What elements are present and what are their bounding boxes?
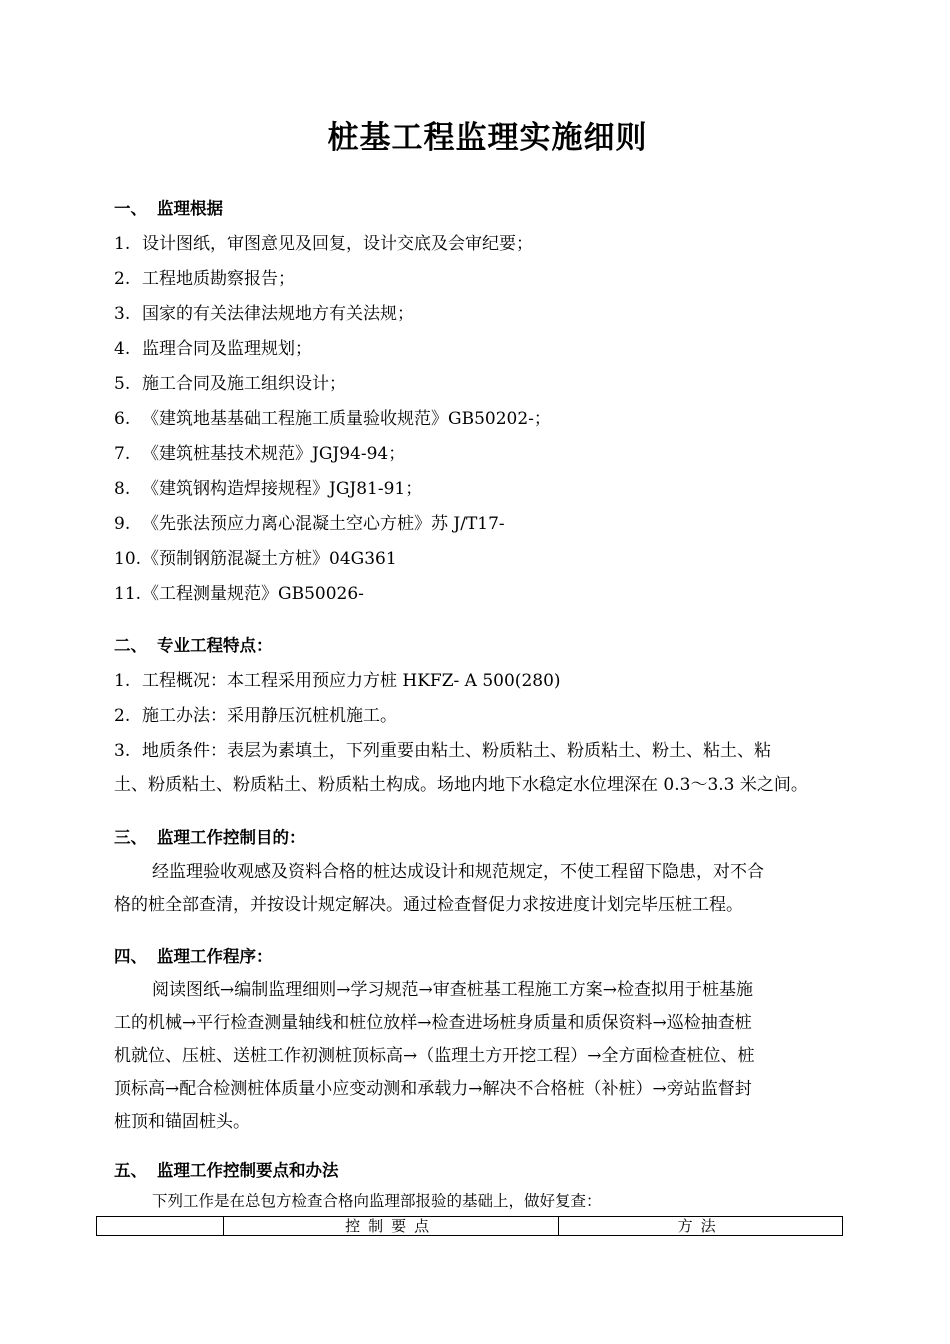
table-header-cell: 方法 [559, 1217, 843, 1236]
section-heading-2 [114, 632, 273, 656]
list-item: 1. 工程概况：本工程采用预应力方桩 HKFZ- A 500(280) [114, 671, 561, 691]
list-item: 3. 国家的有关法律法规地方有关法规； [114, 304, 414, 324]
paragraph-line: 桩顶和锚固桩头。 [114, 1112, 250, 1132]
section-number: 三、 [114, 828, 147, 847]
section-heading-3 [114, 824, 306, 848]
list-item: 9. 《先张法预应力离心混凝土空心方桩》苏 J/T17- [114, 514, 505, 534]
table-header-cell: 控制要点 [223, 1217, 559, 1236]
list-item: 6. 《建筑地基基础工程施工质量验收规范》GB50202-； [114, 409, 551, 429]
section-number: 四、 [114, 947, 147, 966]
list-item: 3. 地质条件：表层为素填土，下列重要由粘土、粉质粘土、粉质粘土、粉土、粘土、粘 [114, 741, 771, 761]
page-title: 桩基工程监理实施细则 [327, 120, 648, 156]
paragraph-line: 工的机械→平行检查测量轴线和桩位放样→检查进场桩身质量和质保资料→巡检抽查桩 [114, 1013, 752, 1033]
table-header-row [97, 1217, 843, 1236]
section-heading-5 [114, 1157, 339, 1181]
list-item: 7. 《建筑桩基技术规范》JGJ94-94； [114, 444, 406, 464]
list-item: 1. 设计图纸，审图意见及回复，设计交底及会审纪要； [114, 234, 533, 254]
list-item: 8. 《建筑钢构造焊接规程》JGJ81-91； [114, 479, 423, 499]
list-item: 4. 监理合同及监理规划； [114, 339, 312, 359]
section-title: 监理工作控制目的： [157, 828, 306, 847]
list-item-continuation: 土、粉质粘土、粉质粘土、粉质粘土构成。场地内地下水稳定水位埋深在 0.3～3.3 米之间。 [114, 775, 808, 795]
list-item: 11.《工程测量规范》GB50026- [114, 584, 364, 604]
section-title: 监理工作控制要点和办法 [157, 1161, 339, 1180]
section-title: 监理工作程序： [157, 947, 273, 966]
paragraph-line: 阅读图纸→编制监理细则→学习规范→审查桩基工程施工方案→检查拟用于桩基施 [152, 980, 753, 1000]
section-heading-1 [114, 195, 223, 219]
list-item: 5. 施工合同及施工组织设计； [114, 374, 346, 394]
paragraph-line: 机就位、压桩、送桩工作初测桩顶标高→（监理土方开挖工程）→全方面检查桩位、桩 [114, 1046, 755, 1066]
paragraph-line: 经监理验收观感及资料合格的桩达成设计和规范规定，不使工程留下隐患，对不合 [152, 862, 764, 882]
section-number: 二、 [114, 636, 147, 655]
section-title: 监理根据 [157, 199, 223, 218]
paragraph-line: 格的桩全部查清，并按设计规定解决。通过检查督促力求按进度计划完毕压桩工程。 [114, 895, 743, 915]
list-item: 2. 施工办法：采用静压沉桩机施工。 [114, 706, 397, 726]
control-table [96, 1216, 843, 1236]
section-title: 专业工程特点： [157, 636, 273, 655]
table-header-cell [97, 1217, 224, 1236]
list-item: 10.《预制钢筋混凝土方桩》04G361 [114, 549, 397, 569]
section-number: 五、 [114, 1161, 147, 1180]
section-number: 一、 [114, 199, 147, 218]
list-item: 2. 工程地质勘察报告； [114, 269, 295, 289]
paragraph-line: 顶标高→配合检测桩体质量小应变动测和承载力→解决不合格桩（补桩）→旁站监督封 [114, 1079, 752, 1099]
section-intro: 下列工作是在总包方检查合格向监理部报验的基础上，做好复查： [152, 1192, 602, 1210]
section-heading-4 [114, 943, 273, 967]
